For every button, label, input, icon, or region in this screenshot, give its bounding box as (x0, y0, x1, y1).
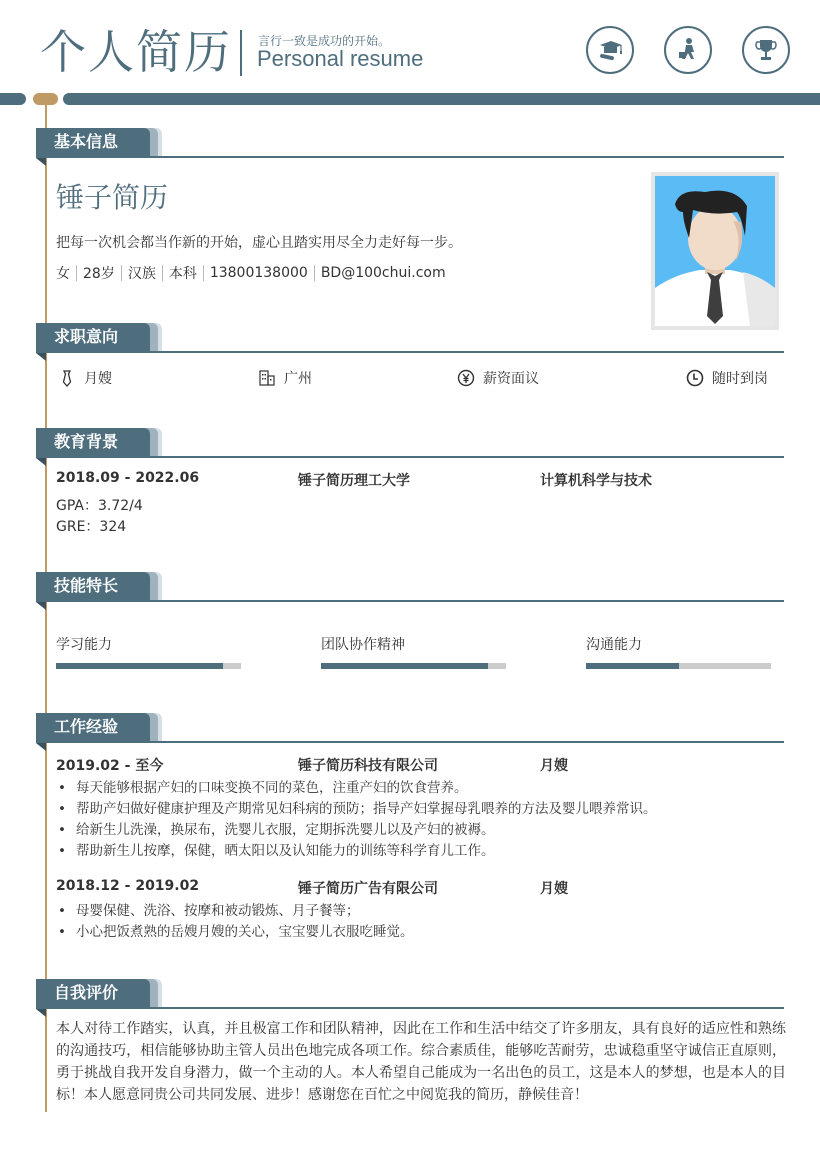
section-skills (36, 572, 784, 606)
section-title: 技能特长 (36, 572, 150, 600)
title-divider (240, 30, 242, 76)
gender: 女 (56, 266, 70, 282)
degree: 本科 (168, 266, 197, 282)
header-bar-left (0, 93, 26, 105)
edu-gre: GRE：324 (56, 519, 127, 535)
skill-bar (586, 663, 771, 669)
tab-fold (36, 1009, 46, 1017)
job-duties (58, 901, 414, 943)
duty-item: • 帮助新生儿按摩，保健，晒太阳以及认知能力的训练等科学育儿工作。 (58, 841, 657, 862)
skill-label: 团队协作精神 (321, 637, 405, 653)
tab-fold (36, 602, 46, 610)
self-evaluation-text: 本人对待工作踏实，认真，并且极富工作和团队精神，因此在工作和生活中结交了许多朋友，具有良好的适应性和熟练的沟通技巧，相信能够协助主管人员出色地完成各项工作。综合素质佳，能够吃苦耐劳，忠诚稳重坚守诚信正直原则，勇于挑战自我开发自身潜力，做一个主动的人。本人希望自己能成为一名出色的员工，这是本人的梦想，也是本人的目标！本人愿意同贵公司共同发展、进步！感谢您在百忙之中阅览我的简历，静候佳音！ (56, 1021, 786, 1103)
header-bar-main (63, 93, 820, 105)
header-motto: 言行一致是成功的开始。 (258, 34, 391, 48)
section-rule (36, 1007, 784, 1009)
section-education (36, 428, 784, 462)
job-period: 2019.02 - 至今 (56, 758, 164, 774)
tab-fold (36, 158, 46, 166)
candidate-name: 锤子简历 (56, 181, 169, 214)
section-rule (36, 351, 784, 353)
section-title: 求职意向 (36, 323, 150, 351)
skill-fill (321, 663, 488, 669)
intent-position (58, 368, 112, 388)
email: BD@100chui.com (320, 265, 446, 281)
intent-label: 薪资面议 (483, 371, 539, 387)
age: 28岁 (83, 266, 115, 282)
divider (76, 265, 77, 281)
section-rule (36, 600, 784, 602)
intent-label: 广州 (284, 371, 312, 387)
candidate-facts (56, 263, 446, 283)
building-icon (258, 369, 276, 387)
skill-bar (321, 663, 506, 669)
tie-icon (58, 369, 76, 387)
divider (121, 265, 122, 281)
section-intention (36, 323, 784, 357)
section-evaluation (36, 979, 784, 1013)
divider (314, 265, 315, 281)
section-title: 工作经验 (36, 713, 150, 741)
tab-fold (36, 353, 46, 361)
skill-label: 沟通能力 (586, 637, 642, 653)
ethnicity: 汉族 (127, 266, 156, 282)
candidate-motto: 把每一次机会都当作新的开始，虚心且踏实用尽全力走好每一步。 (56, 235, 462, 251)
job-duties (58, 778, 657, 862)
intent-salary (457, 368, 539, 388)
divider (203, 265, 204, 281)
tab-fold (36, 743, 46, 751)
section-work (36, 713, 784, 747)
job-company: 锤子简历科技有限公司 (298, 758, 438, 774)
skill-bar (56, 663, 241, 669)
section-title: 自我评价 (36, 979, 150, 1007)
edu-major: 计算机科学与技术 (540, 473, 652, 489)
businessman-running-icon (664, 26, 712, 74)
phone: 13800138000 (209, 265, 308, 281)
intent-label: 随时到岗 (712, 371, 768, 387)
job-role: 月嫂 (540, 881, 568, 897)
duty-item: • 给新生儿洗澡，换尿布，洗婴儿衣服，定期拆洗婴儿以及产妇的被褥。 (58, 820, 657, 841)
edu-period: 2018.09 - 2022.06 (56, 470, 200, 486)
duty-item: • 每天能够根据产妇的口味变换不同的菜色，注重产妇的饮食营养。 (58, 778, 657, 799)
divider (162, 265, 163, 281)
job-role: 月嫂 (540, 758, 568, 774)
tab-fold (36, 458, 46, 466)
intent-availability (686, 368, 768, 388)
trophy-icon (742, 26, 790, 74)
section-basic-info (36, 128, 784, 162)
skill-fill (586, 663, 679, 669)
section-rule (36, 741, 784, 743)
yen-icon (457, 369, 475, 387)
duty-item: • 帮助产妇做好健康护理及产期常见妇科病的预防；指导产妇掌握母乳喂养的方法及婴儿喂养常识。 (58, 799, 657, 820)
duty-item: • 小心把饭煮熟的岳嫂月嫂的关心，宝宝婴儿衣服吃睡觉。 (58, 922, 414, 943)
resume-title: 个人简历 (40, 25, 232, 79)
section-title: 教育背景 (36, 428, 150, 456)
intent-label: 月嫂 (84, 371, 112, 387)
edu-school: 锤子简历理工大学 (298, 473, 410, 489)
job-company: 锤子简历广告有限公司 (298, 881, 438, 897)
job-period: 2018.12 - 2019.02 (56, 878, 200, 894)
intent-city (258, 368, 312, 388)
skill-label: 学习能力 (56, 637, 112, 653)
duty-item: • 母婴保健、洗浴、按摩和被动锻炼、月子餐等； (58, 901, 414, 922)
graduation-cap-icon (586, 26, 634, 74)
section-title: 基本信息 (36, 128, 150, 156)
edu-gpa: GPA：3.72/4 (56, 498, 143, 514)
avatar-photo (651, 172, 779, 330)
section-rule (36, 456, 784, 458)
clock-icon (686, 369, 704, 387)
skill-fill (56, 663, 223, 669)
section-rule (36, 156, 784, 158)
header-subtitle: Personal resume (257, 46, 424, 71)
